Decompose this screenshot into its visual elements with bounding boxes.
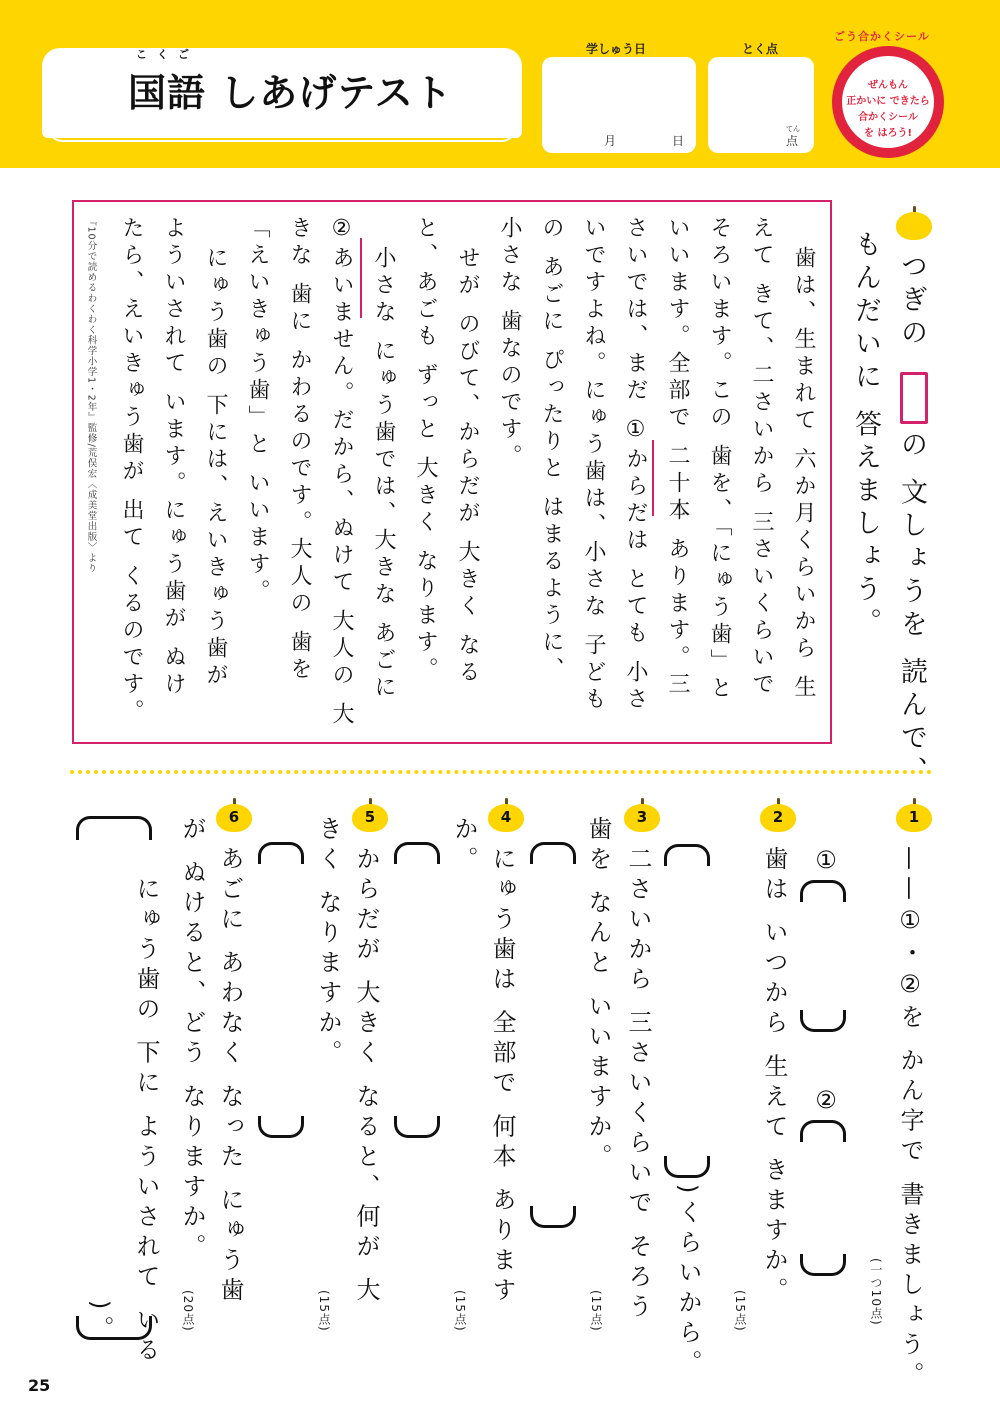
seal-line-2: 正かいに できたら [846, 96, 930, 107]
q6-answer-close[interactable] [258, 1116, 304, 1138]
score-box[interactable] [708, 57, 814, 153]
q2-answer-1-close[interactable] [800, 1010, 846, 1032]
title-ruby: こくご [136, 48, 199, 61]
passage-col-16: よういされて います。にゅう歯が ぬけ [161, 216, 186, 699]
date-label: 学しゅう日 [586, 42, 647, 56]
q6-answer-open[interactable] [258, 842, 304, 864]
score-ruby: てん [786, 125, 800, 133]
passage-col-1: 歯は、生まれて 六か月くらいから 生 [791, 246, 816, 702]
passage-col-17: たら、えいきゅう歯が 出て くるのです。 [119, 216, 144, 726]
q3-number: 3 [636, 808, 648, 826]
pass-seal [832, 46, 944, 158]
q5-text-line-1: からだが 大きく なると、何が 大 [352, 846, 380, 1307]
q2-badge [760, 798, 796, 832]
prompt-line-2: もんだいに 答えましょう。 [850, 230, 881, 641]
q6-badge [216, 798, 252, 832]
q4-badge [488, 798, 524, 832]
q3-text-line-2: 歯を なんと いいますか。 [584, 816, 612, 1174]
q2-answer-1-open[interactable] [800, 880, 846, 902]
q2-answer-2-label: ② [812, 1086, 840, 1120]
q1-points: (一つ10点) [869, 1258, 883, 1326]
day-unit: 日 [672, 134, 685, 148]
q2-answer-2-open[interactable] [800, 1120, 846, 1142]
q5-badge [352, 798, 388, 832]
passage-col-9: せが のびて、からだが 大きく なる [455, 246, 480, 687]
q5-answer-open[interactable] [394, 842, 440, 864]
passage-col-7: の あごに ぴったりと はまるように、 [539, 216, 564, 684]
q3-text-line-1: 二さいから 三さいくらいで そろう [624, 846, 652, 1324]
q6-answer-text: にゅう歯の 下に よういされて いる [132, 876, 160, 1367]
section-divider [70, 770, 932, 774]
q3-answer-close[interactable] [664, 1156, 710, 1178]
score-unit: 点 [786, 134, 799, 148]
q2-text: 歯は いつから 生えて きますか。 [760, 846, 788, 1307]
passage-col-13: きな 歯に かわるのです。大人の 歯を [287, 216, 312, 684]
q5-text-line-2: きく なりますか。 [314, 816, 342, 1070]
q2-answer-2-close[interactable] [800, 1254, 846, 1276]
q5-number: 5 [364, 808, 376, 826]
q1-number: 1 [908, 808, 920, 826]
target-box [900, 372, 928, 424]
q3-answer-open[interactable] [664, 844, 710, 866]
q3-text-suffix: )くらいから。 [674, 1184, 702, 1380]
passage-col-5: さいでは、まだ ①からだは とても 小さ [623, 216, 648, 714]
underline-1 [652, 440, 654, 516]
passage-col-15: にゅう歯の 下には、えいきゅう歯が [203, 246, 228, 690]
q2-answer-1-label: ① [812, 846, 840, 880]
page-title: 国語 しあげテスト [128, 71, 453, 115]
passage-col-6: いですよね。にゅう歯は、小さな 子ども [581, 216, 606, 714]
book-edge [48, 128, 516, 142]
seal-line-4: を はろう! [863, 128, 913, 139]
q1-text: ——①・②を かん字で 書きましょう。 [896, 846, 924, 1392]
q6-answer-row-open[interactable] [76, 816, 152, 840]
month-unit: 月 [604, 134, 617, 148]
apple-body [896, 212, 932, 240]
q5-points: (15点) [317, 1290, 331, 1332]
source-credit: 『10分で読めるわくわく科学小学1・2年』監修/荒俣宏〈成美堂出版〉より [85, 216, 97, 574]
q4-text-line-1: にゅう歯は 全部で 何本 あります [488, 846, 516, 1307]
passage-col-8: 小さな 歯なのです。 [497, 216, 522, 471]
q4-answer-open[interactable] [530, 842, 576, 864]
q3-points: (15点) [589, 1290, 603, 1332]
passage-col-11: 小さな にゅう歯では、大きな あごに [371, 246, 396, 702]
underline-2 [360, 238, 362, 318]
seal-line-1: ぜんもん [868, 80, 908, 91]
q6-points: (20点) [181, 1290, 195, 1332]
passage-col-2: えて きて、二さいから 三さいくらいで [749, 216, 774, 699]
q2-number: 2 [772, 808, 784, 826]
q6-number: 6 [228, 808, 240, 826]
q4-text-line-2: か。 [450, 816, 478, 876]
prompt-line-1b: の 文しょうを 読んで、 [896, 430, 927, 790]
seal-title: ごう合かくシール [834, 30, 930, 43]
q4-points: (15点) [453, 1290, 467, 1332]
q3-badge [624, 798, 660, 832]
q5-answer-close[interactable] [394, 1116, 440, 1138]
q4-number: 4 [500, 808, 512, 826]
prompt-line-1a: つぎの [896, 252, 927, 351]
score-label: とく点 [742, 42, 779, 56]
q6-text-line-2: が ぬけると、どう なりますか。 [178, 816, 206, 1264]
q4-answer-close[interactable] [530, 1206, 576, 1228]
passage-col-3: そろいます。この 歯を、「にゅう歯」と [707, 216, 732, 703]
apple-icon [896, 206, 932, 240]
passage-col-12: ②あいません。だから、ぬけて 大人の 大 [329, 216, 354, 729]
seal-line-3: 合かくシール [858, 112, 918, 123]
title-wrap [128, 48, 453, 117]
q6-text-line-1: あごに あわなく なった にゅう歯 [216, 846, 244, 1307]
q1-badge [896, 798, 932, 832]
passage-col-14: 「えいきゅう歯」と いいます。 [245, 216, 270, 606]
page-number: 25 [28, 1376, 51, 1395]
header-band [0, 0, 1000, 168]
passage-col-4: いいます。全部で 二十本 あります。三 [665, 216, 690, 699]
passage-col-10: と、あごも ずっと 大きく なります。 [413, 216, 438, 684]
q6-answer-suffix: )。 [86, 1300, 114, 1346]
q2-points: (15点) [733, 1290, 747, 1332]
